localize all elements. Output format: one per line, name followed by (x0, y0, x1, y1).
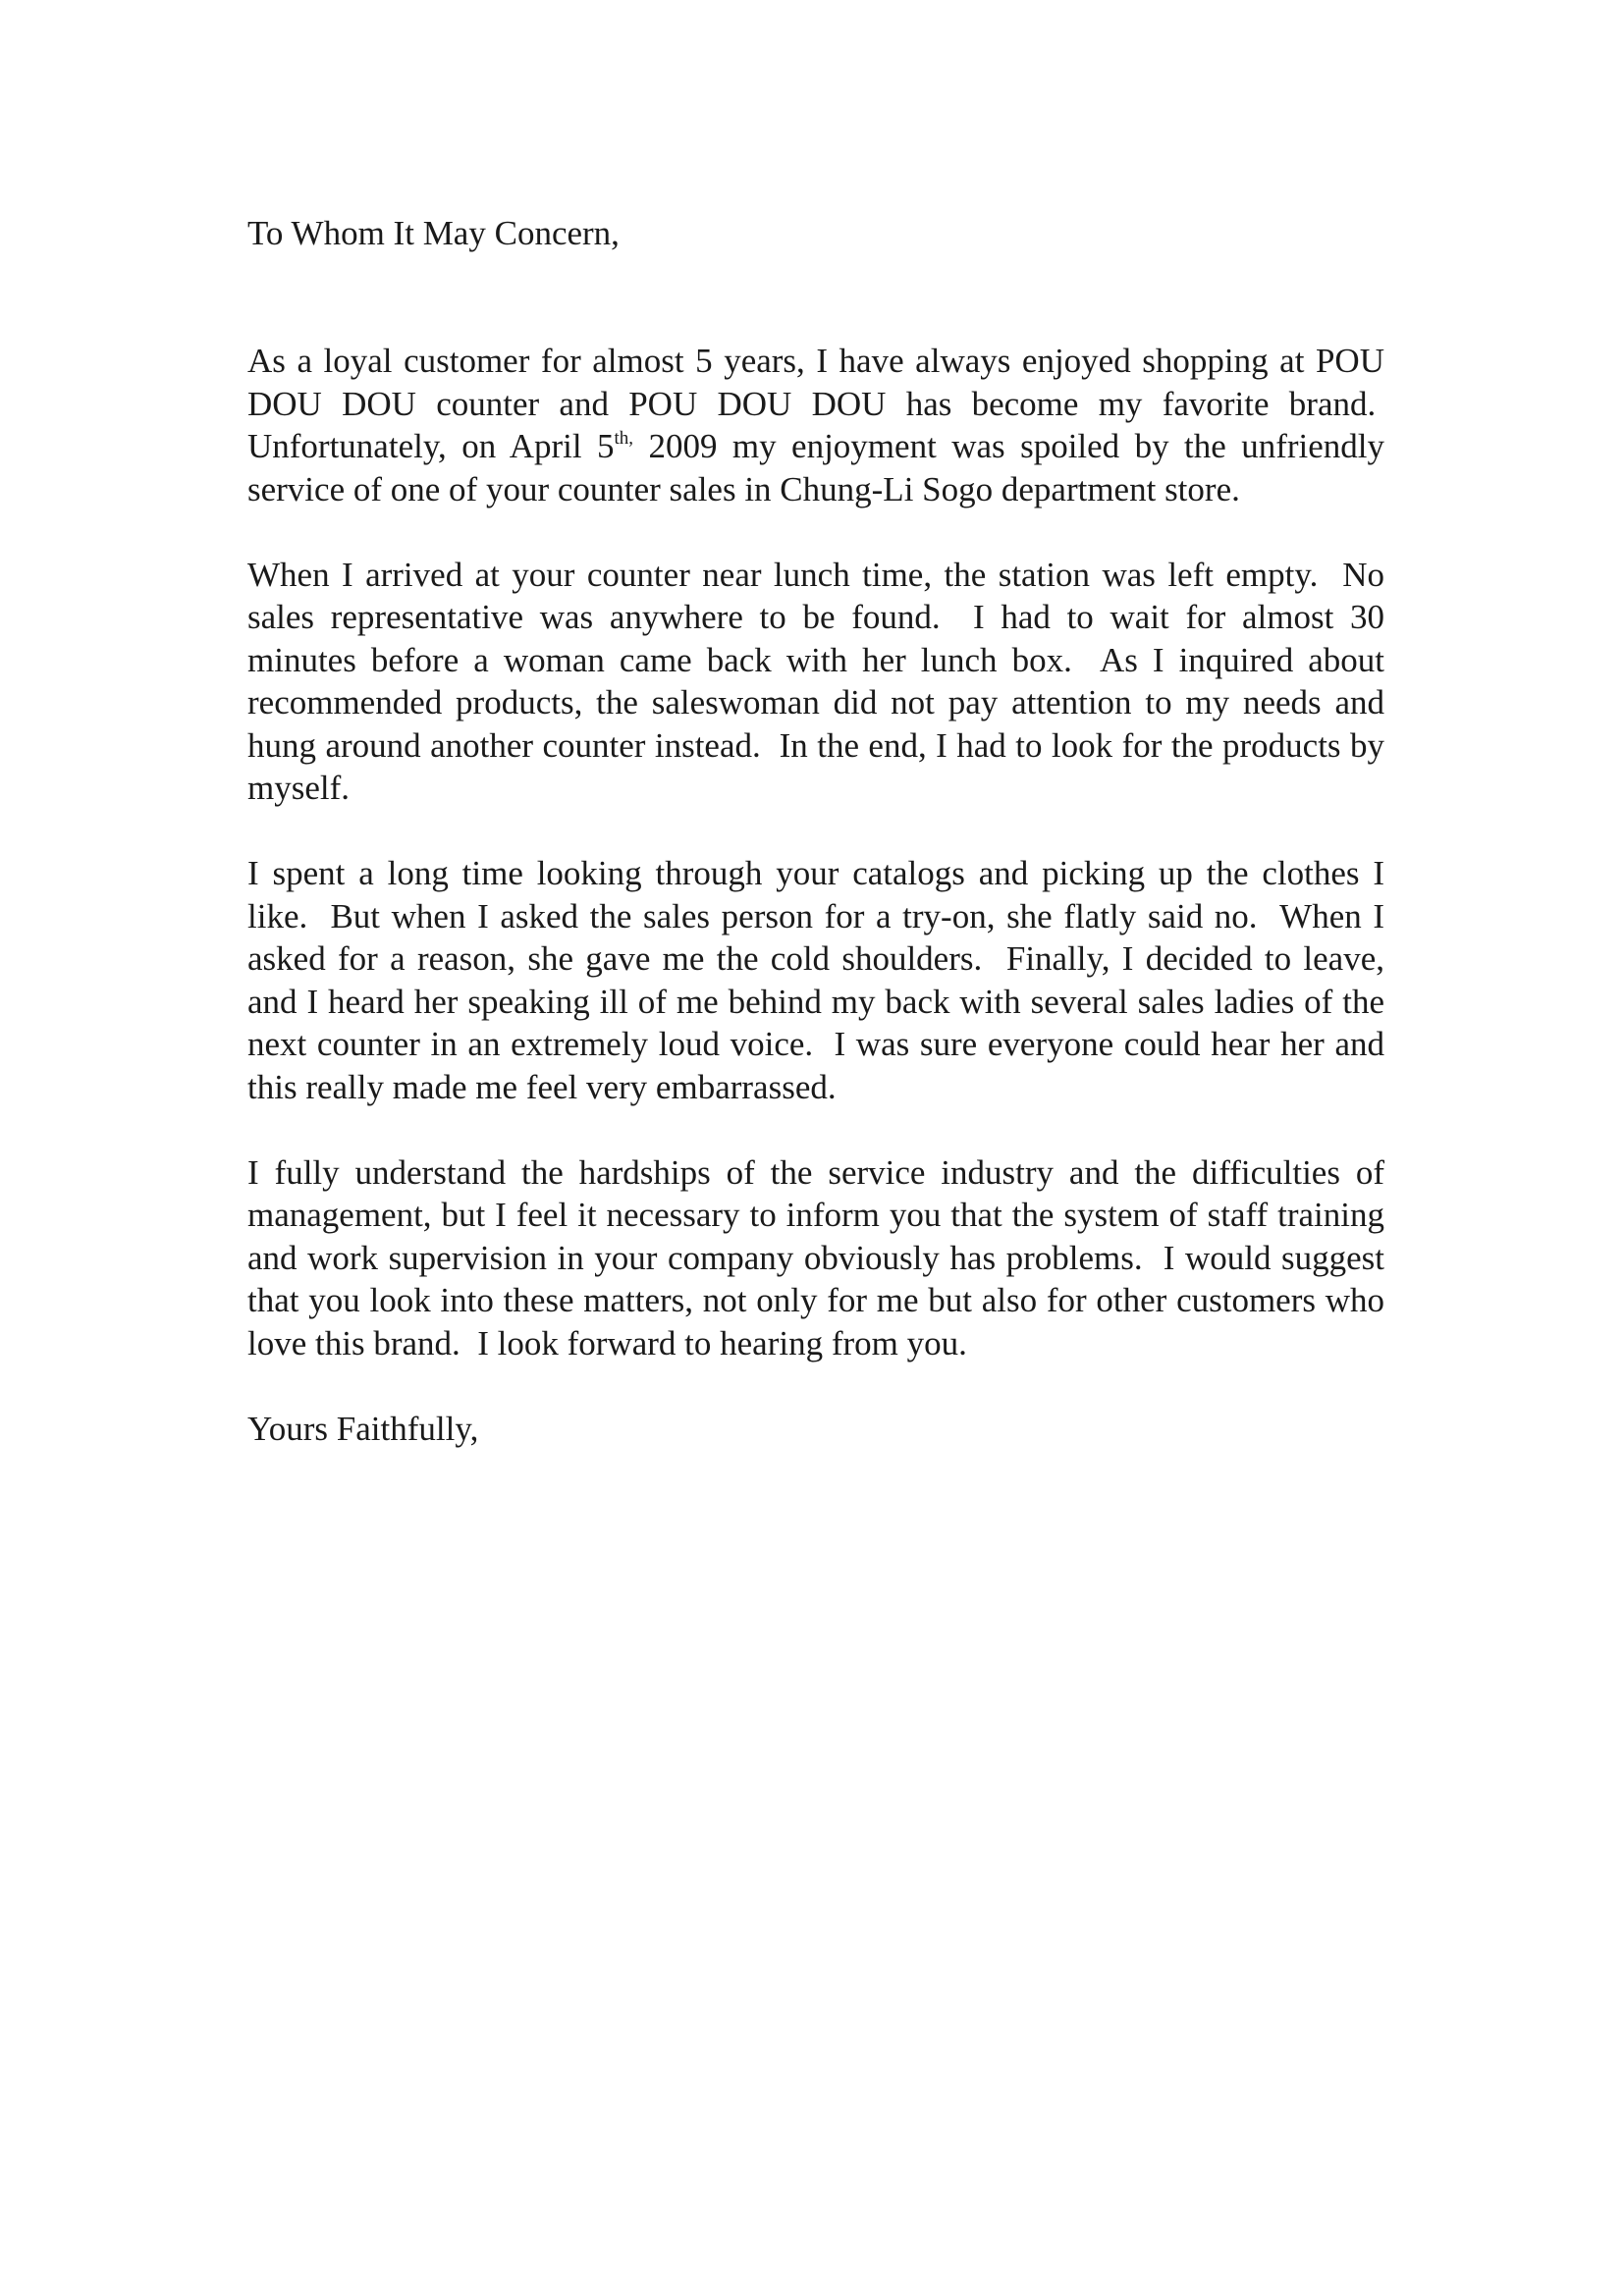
letter-closing: Yours Faithfully, (247, 1409, 479, 1448)
letter-paragraph-2: When I arrived at your counter near lunch time, the station was left empty. No sales representative was anywhere to be found. I had to wait for almost 30 minutes before a woman came back with her lunch box. As I inquired about recommended products, the saleswoman did not pay attention to my needs and hung around another counter instead. In the end, I had to look for the products by myself. (247, 556, 1384, 808)
date-ordinal-superscript: th, (614, 428, 634, 450)
paragraph-1-text-start: As a loyal customer for almost 5 years, I have always enjoyed shopping at POU DOU DOU counter and POU DOU DOU has become my favorite brand. Unfortunately, on April 5 (247, 342, 1384, 466)
letter-salutation: To Whom It May Concern, (247, 214, 620, 252)
paragraph-1-text-end: 2009 my enjoyment was spoiled by the unfriendly service of one of your counter sales in Chung-Li Sogo department store. (247, 427, 1384, 508)
letter-paragraph-3: I spent a long time looking through your catalogs and picking up the clothes I like. But when I asked the sales person for a try-on, she flatly said no. When I asked for a reason, she gave me the cold shoulders. Finally, I decided to leave, and I heard her speaking ill of me behind my back with several sales ladies of the next counter in an extremely loud voice. I was sure everyone could hear her and this really made me feel very embarrassed. (247, 854, 1384, 1106)
letter-paragraph-1 (247, 340, 1384, 510)
letter-body (247, 212, 1384, 1450)
letter-paragraph-4: I fully understand the hardships of the service industry and the difficulties of management, but I feel it necessary to inform you that the system of staff training and work supervision in your company obviously has problems. I would suggest that you look into these matters, not only for me but also for other customers who love this brand. I look forward to hearing from you. (247, 1152, 1384, 1362)
